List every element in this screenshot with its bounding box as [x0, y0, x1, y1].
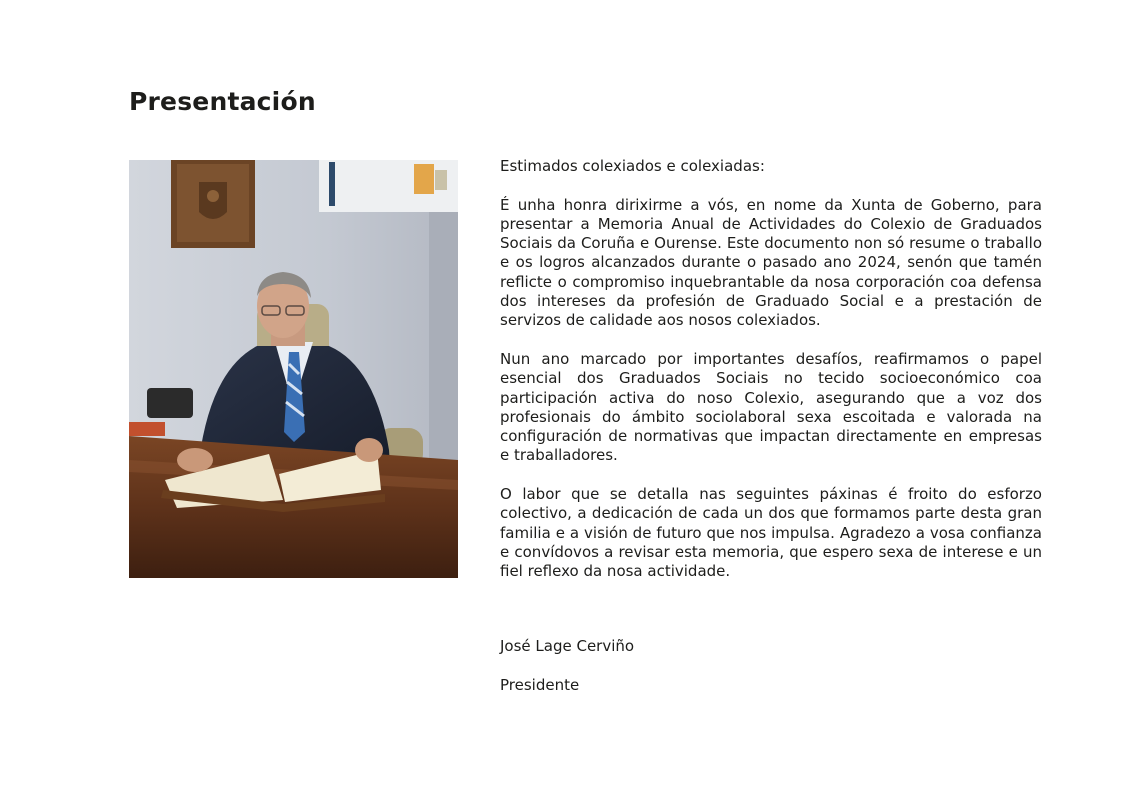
signature-name: José Lage Cerviño — [500, 637, 635, 655]
letter-body — [500, 157, 1042, 601]
page-title: Presentación — [129, 87, 316, 116]
letter-paragraph: É unha honra dirixirme a vós, en nome da Xunta de Goberno, para presentar a Memoria Anual de Actividades do Colexio de Graduados Sociais da Coruña e Ourense. Este documento non só resume o traballo e os logros alcanzados durante o pasado ano 2024, senón que tamén reflicte o compromiso inquebrantable da nosa corporación coa defensa dos intereses da profesión de Graduado Social e a prestación de servizos de calidade aos nosos colexiados. — [500, 195, 1042, 330]
letter-paragraph: Nun ano marcado por importantes desafíos, reafirmamos o papel esencial dos Graduados Sociais no tecido socioeconómico coa participación activa do noso Colexio, asegurando que a voz dos profesionais do ámbito sociolaboral sexa escoitada e valorada na configuración de normativas que impactan directamente en empresas e traballadores. — [500, 349, 1042, 465]
letter-paragraph: O labor que se detalla nas seguintes páxinas é froito do esforzo colectivo, a dedicación de cada un dos que formamos parte desta gran familia e a visión de futuro que nos impulsa. Agradezo a vosa confianza e convídovos a revisar esta memoria, que espero sexa de interese e un fiel reflexo da nosa actividade. — [500, 485, 1042, 581]
president-portrait-photo — [129, 160, 458, 578]
letter-greeting: Estimados colexiados e colexiadas: — [500, 157, 765, 175]
signature-block — [500, 637, 634, 714]
signature-role: Presidente — [500, 675, 580, 694]
